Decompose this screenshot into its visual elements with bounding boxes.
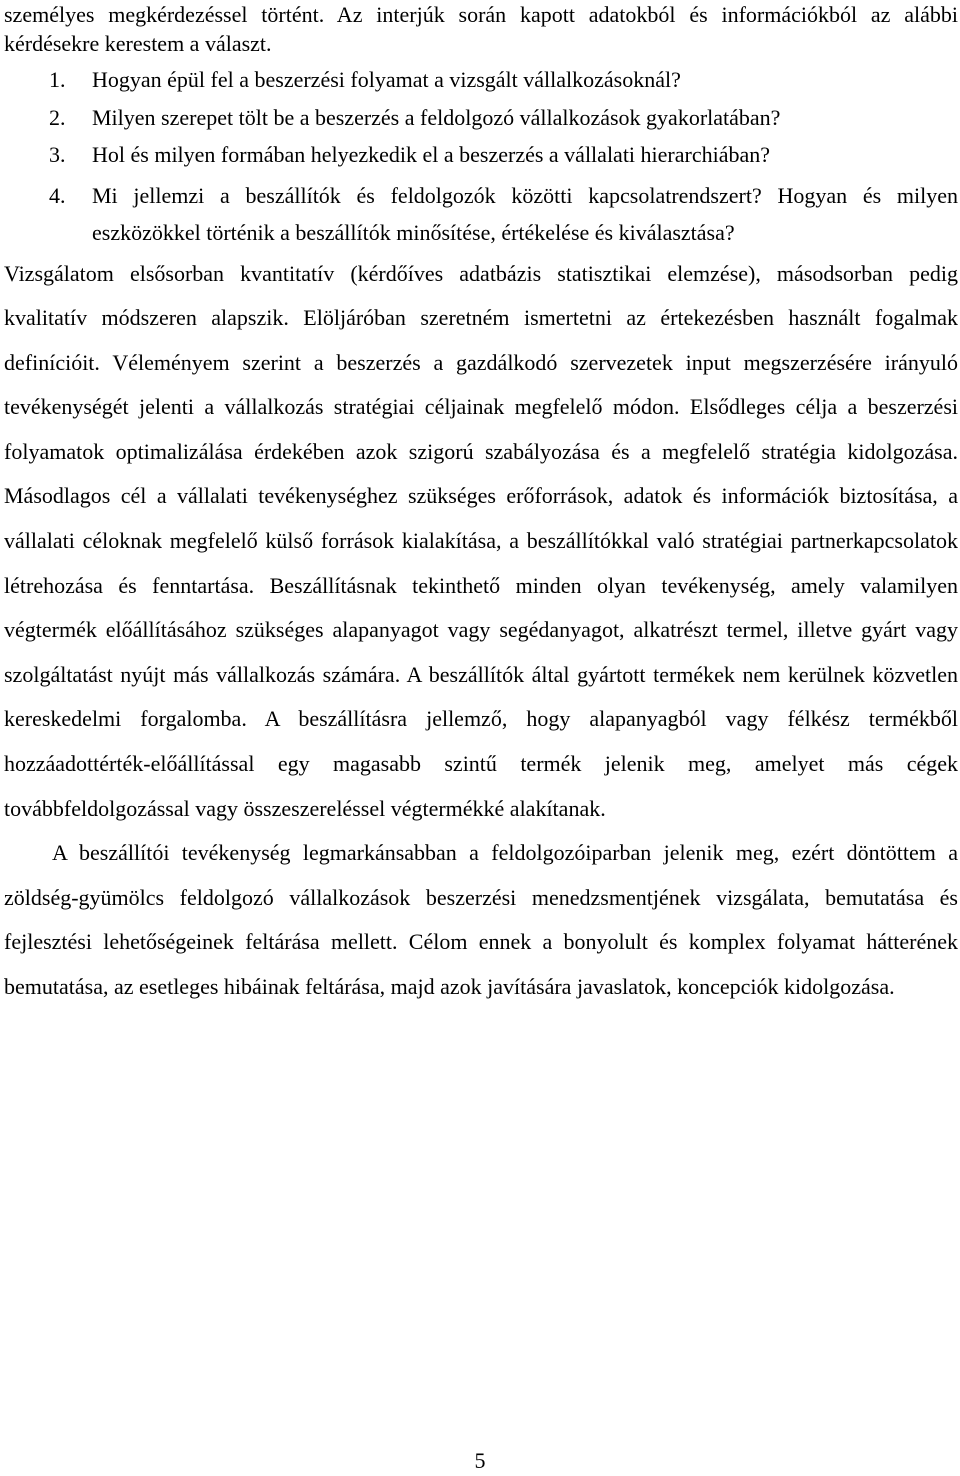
list-item — [4, 177, 958, 252]
list-item — [4, 61, 958, 99]
list-item-number: 2. — [49, 104, 66, 130]
list-item-number: 1. — [49, 67, 66, 92]
list-item — [4, 136, 958, 174]
document-page — [4, 0, 958, 1010]
intro-text: személyes megkérdezéssel történt. Az interjúk során kapott adatokból és információkból az alábbi kérdésekre kerestem a választ. — [4, 2, 958, 56]
body-paragraph: Vizsgálatom elsősorban kvantitatív (kérdőíves adatbázis statisztikai elemzése), másodsorban pedig kvalitatív módszeren alapszik. Elöljáróban szeretném ismertetni az értekezésben használt fogalmak definícióit. Véleményem szerint a beszerzés a gazdálkodó szervezetek input megszerzésére irányuló tevékenységét jelenti a vállalkozás stratégiai céljainak megfelelő módon. Elsődleges célja a beszerzési folyamatok optimalizálása érdekében azok szigorú szabályozása és a megfelelő stratégia kidolgozása. Másodlagos cél a vállalati tevékenységhez szükséges erőforrások, adatok és információk biztosítása, a vállalati céloknak megfelelő külső források kialakítása, a beszállítókkal való stratégiai partnerkapcsolatok létrehozása és fenntartása. Beszállításnak tekinthető minden olyan tevékenység, amely valamilyen végtermék előállításához szükséges alapanyagot vagy segédanyagot, alkatrészt termel, illetve gyárt vagy szolgáltatást nyújt más vállalkozás számára. A beszállítók által gyártott termékek nem kerülnek közvetlen kereskedelmi forgalomba. A beszállításra jellemző, hogy alapanyagból vagy félkész termékből hozzáadottérték-előállítással egy magasabb szintű termék jelenik meg, amelyet más cégek továbbfeldolgozással vagy összeszereléssel végtermékké alakítanak. — [4, 260, 958, 821]
list-item-text: Milyen szerepet tölt be a beszerzés a feldolgozó vállalkozások gyakorlatában? — [92, 104, 781, 130]
page-number: 5 — [474, 1448, 486, 1473]
research-questions-list — [4, 61, 958, 252]
list-item — [4, 99, 958, 137]
list-item-number: 3. — [49, 142, 66, 167]
list-item-number: 4. — [49, 182, 66, 208]
body-paragraph: A beszállítói tevékenység legmarkánsabban a feldolgozóiparban jelenik meg, ezért döntöttem a zöldség-gyümölcs feldolgozó vállalkozások beszerzési menedzsmentjének vizsgálata, bemutatása és fejlesztési lehetőségeinek feltárása mellett. Célom ennek a bonyolult és komplex folyamat hátterének bemutatása, az esetleges hibáinak feltárása, majd azok javítására javaslatok, koncepciók kidolgozása. — [4, 840, 958, 999]
list-item-text: Hogyan épül fel a beszerzési folyamat a vizsgált vállalkozásoknál? — [92, 67, 681, 92]
list-item-text: Hol és milyen formában helyezkedik el a beszerzés a vállalati hierarchiában? — [92, 142, 771, 167]
list-item-text: Mi jellemzi a beszállítók és feldolgozók közötti kapcsolatrendszert? Hogyan és milyen eszközökkel történik a beszállítók minősítése, értékelése és kiválasztása? — [92, 182, 958, 245]
